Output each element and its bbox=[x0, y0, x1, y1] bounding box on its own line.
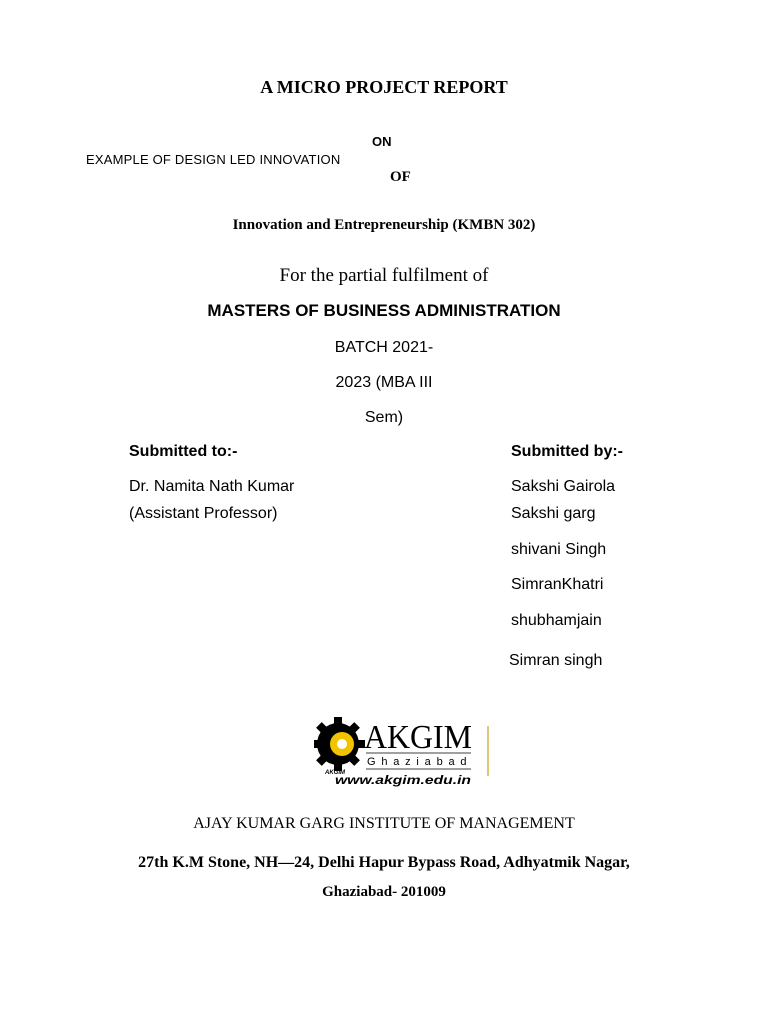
logo-small-mark: AKGIM bbox=[325, 770, 345, 776]
address-line-2: Ghaziabad- 201009 bbox=[322, 884, 446, 900]
batch-line-3: Sem) bbox=[364, 409, 404, 426]
student-name: Sakshi Gairola bbox=[511, 478, 616, 495]
submitted-by-heading: Submitted by:- bbox=[511, 443, 623, 460]
on-label: ON bbox=[372, 134, 392, 149]
report-title: A MICRO PROJECT REPORT bbox=[260, 77, 508, 97]
supervisor-title: (Assistant Professor) bbox=[129, 505, 278, 522]
logo-city: Ghaziabad bbox=[367, 756, 470, 768]
logo-website: www.akgim.edu.in bbox=[335, 773, 471, 787]
subject-title: Innovation and Entrepreneurship (KMBN 302) bbox=[232, 217, 536, 233]
degree-name: MASTERS OF BUSINESS ADMINISTRATION bbox=[207, 301, 561, 320]
supervisor-name: Dr. Namita Nath Kumar bbox=[129, 478, 295, 495]
akgim-logo bbox=[314, 708, 496, 790]
submitted-to-heading: Submitted to:- bbox=[129, 443, 238, 460]
of-label: OF bbox=[390, 169, 411, 185]
address-line-1: 27th K.M Stone, NH—24, Delhi Hapur Bypass Road, Adhyatmik Nagar, bbox=[138, 854, 630, 871]
student-name: shubhamjain bbox=[511, 612, 602, 629]
institute-name: AJAY KUMAR GARG INSTITUTE OF MANAGEMENT bbox=[193, 815, 575, 832]
batch-line-1: BATCH 2021- bbox=[334, 339, 434, 356]
student-name: Simran singh bbox=[509, 652, 603, 669]
logo-name: AKGIM bbox=[364, 719, 472, 756]
project-topic: EXAMPLE OF DESIGN LED INNOVATION bbox=[86, 152, 341, 167]
student-name: shivani Singh bbox=[511, 541, 607, 558]
student-name: SimranKhatri bbox=[511, 576, 604, 593]
batch-line-2: 2023 (MBA III bbox=[335, 374, 433, 391]
gear-icon bbox=[314, 717, 365, 771]
student-name: Sakshi garg bbox=[511, 505, 596, 522]
partial-fulfilment-text: For the partial fulfilment of bbox=[279, 265, 489, 286]
